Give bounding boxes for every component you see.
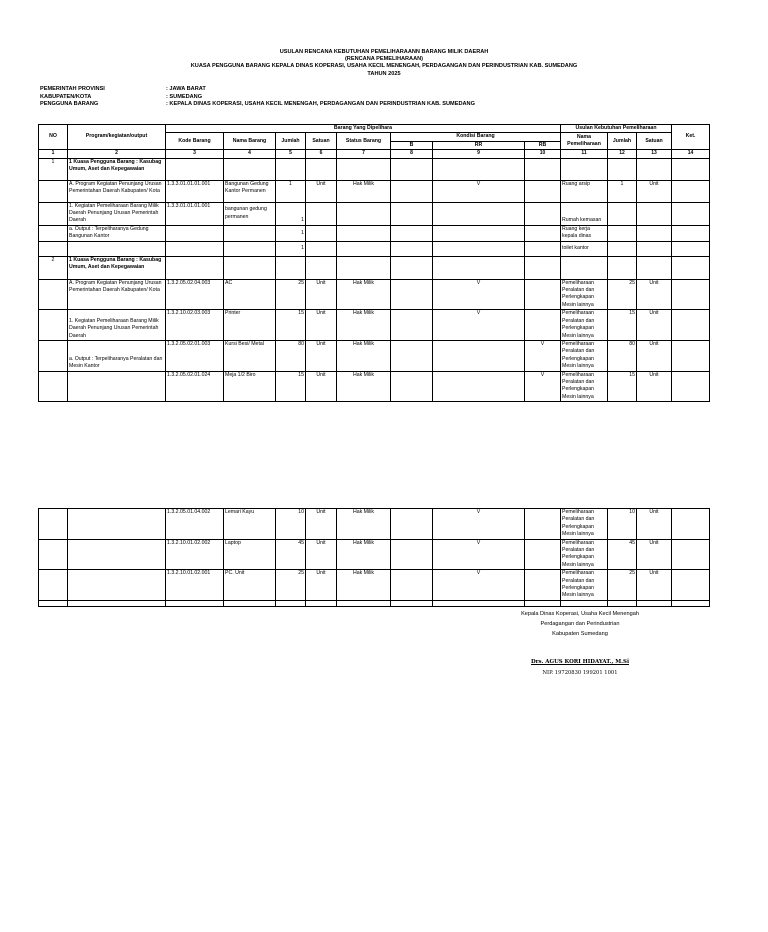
doc-subtitle: (RENCANA PEMELIHARAAN) <box>344 56 424 62</box>
cell-no: 2 <box>39 256 68 279</box>
cell-program: 1. Kegiatan Pemeliharaan Barang Milik Daerah Penunjang Urusan Pemerintah Daerah <box>68 310 166 341</box>
col-rb: RB <box>525 141 561 149</box>
cell-nama: Laptop <box>224 539 276 570</box>
cell-kode: 1.3.2.05.02.01.024 <box>166 371 224 402</box>
col-number: 13 <box>637 150 672 158</box>
cell-nama: AC <box>224 279 276 310</box>
cell-pemeliharaan: Ruang arsip <box>561 180 608 202</box>
cell-rb: V <box>525 371 561 402</box>
cell-satuan-usulan: Unit <box>637 371 672 402</box>
table-row <box>39 539 710 570</box>
table-row <box>39 310 710 341</box>
cell-satuan-usulan: Unit <box>637 539 672 570</box>
cell-kode: 1.3.3.01.01.01.001 <box>166 180 224 202</box>
col-number: 8 <box>391 150 433 158</box>
cell-rr: V <box>433 310 525 341</box>
cell-kode: 1.3.2.05.01.04.002 <box>166 509 224 540</box>
col-number: 7 <box>337 150 391 158</box>
info-value-user: : KEPALA DINAS KOPERASI, USAHA KECIL MENENGAH, PERDAGANGAN DAN PERINDUSTRIAN KAB. SUMEDANG <box>166 101 475 107</box>
cell-jumlah: 10 <box>276 509 306 540</box>
info-value-regency: : SUMEDANG <box>166 94 203 100</box>
cell-program: A. Program Kegiatan Penunjang Urusan Pemerintahan Daerah Kabupaten/ Kota <box>68 279 166 310</box>
col-kondisi: Kondisi Barang <box>391 133 561 141</box>
cell-program: a. Output : Terpeliharanya Gedung Bangunan Kantor <box>68 225 166 241</box>
col-number: 11 <box>561 150 608 158</box>
cell-nama: Lemari Kayu <box>224 509 276 540</box>
cell-program: 1 Kuasa Pengguna Barang : Kasubag Umum, Aset dan Kepegawaian <box>68 158 166 180</box>
cell-jumlah-usulan: 25 <box>608 570 637 601</box>
cell-jumlah: 45 <box>276 539 306 570</box>
col-number: 1 <box>39 150 68 158</box>
cell-status: Hak Milik <box>337 570 391 601</box>
signature-title-line3: Kabupaten Sumedang <box>552 631 608 637</box>
cell-no: 1 <box>39 158 68 180</box>
maintenance-table-continued <box>38 508 710 607</box>
cell-jumlah-usulan: 10 <box>608 509 637 540</box>
cell-rr: V <box>433 279 525 310</box>
cell-jumlah: 25 <box>276 570 306 601</box>
table-row <box>39 180 710 202</box>
info-label-province: PEMERINTAH PROVINSI <box>40 86 105 92</box>
col-number: 2 <box>68 150 166 158</box>
cell-nama: bangunan gedung permanen <box>224 202 276 225</box>
maintenance-table <box>38 124 710 402</box>
cell-jumlah: 1 <box>276 202 306 225</box>
doc-year: TAHUN 2025 <box>367 71 401 77</box>
table-row <box>39 570 710 601</box>
col-status: Status Barang <box>337 133 391 150</box>
cell-rr: V <box>433 570 525 601</box>
table-row <box>39 340 710 371</box>
col-number: 10 <box>525 150 561 158</box>
cell-nama: Meja 1/2 Biro <box>224 371 276 402</box>
cell-jumlah-usulan: 15 <box>608 371 637 402</box>
col-satuan-usulan: Satuan <box>637 133 672 150</box>
cell-program: 1. Kegiatan Pemeliharaan Barang Milik Daerah Penunjang Urusan Pemerintah Daerah <box>68 202 166 225</box>
cell-jumlah: 15 <box>276 310 306 341</box>
col-group-usulan: Usulan Kebutuhan Pemeliharaan <box>561 125 672 133</box>
table-row <box>39 509 710 540</box>
cell-jumlah: 1 <box>276 241 306 256</box>
col-number: 4 <box>224 150 276 158</box>
col-program: Program/kegiatan/output <box>68 125 166 150</box>
cell-rb: V <box>525 340 561 371</box>
cell-rr: V <box>433 180 525 202</box>
col-nama-pemeliharaan: Nama Pemeliharaan <box>561 133 608 150</box>
col-number: 5 <box>276 150 306 158</box>
cell-satuan-usulan: Unit <box>637 279 672 310</box>
col-b: B <box>391 141 433 149</box>
doc-title: USULAN RENCANA KEBUTUHAN PEMELIHARAANN BARANG MILIK DAERAH <box>279 49 489 55</box>
cell-pemeliharaan: Pemeliharaan Peralatan dan Perlengkapan Mesin lainnya <box>561 539 608 570</box>
cell-satuan-usulan: Unit <box>637 310 672 341</box>
cell-satuan-usulan: Unit <box>637 180 672 202</box>
cell-status: Hak Milik <box>337 310 391 341</box>
cell-satuan: Unit <box>306 570 337 601</box>
cell-satuan: Unit <box>306 340 337 371</box>
info-label-regency: KABUPATEN/KOTA <box>40 94 92 100</box>
cell-jumlah: 80 <box>276 340 306 371</box>
cell-satuan: Unit <box>306 509 337 540</box>
cell-satuan: Unit <box>306 539 337 570</box>
cell-pemeliharaan: Pemeliharaan Peralatan dan Perlengkapan Mesin lainnya <box>561 509 608 540</box>
cell-pemeliharaan: Pemeliharaan Peralatan dan Perlengkapan Mesin lainnya <box>561 570 608 601</box>
signatory-nip: NIP. 19720830 199201 1001 <box>542 670 618 676</box>
cell-satuan: Unit <box>306 279 337 310</box>
info-value-province: : JAWA BARAT <box>166 86 206 92</box>
table-row <box>39 600 710 606</box>
cell-kode: 1.3.2.10.01.02.002 <box>166 539 224 570</box>
cell-satuan: Unit <box>306 310 337 341</box>
cell-program: A. Program Kegiatan Penunjang Urusan Pemerintahan Daerah Kabupaten/ Kota <box>68 180 166 202</box>
cell-kode: 1.3.2.05.02.04.003 <box>166 279 224 310</box>
cell-pemeliharaan: Rumah kemasan <box>561 202 608 225</box>
table-row <box>39 158 710 180</box>
col-number: 9 <box>433 150 525 158</box>
table-row <box>39 202 710 225</box>
cell-nama: Kursi Besi/ Metal <box>224 340 276 371</box>
col-kode: Kode Barang <box>166 133 224 150</box>
signature-title-line2: Perdagangan dan Perindustrian <box>540 621 620 627</box>
cell-jumlah-usulan: 1 <box>608 180 637 202</box>
cell-program: a. Output : Terpeliharanya Peralatan dan Mesin Kantor <box>68 340 166 371</box>
table-row <box>39 371 710 402</box>
cell-jumlah-usulan: 45 <box>608 539 637 570</box>
cell-status: Hak Milik <box>337 279 391 310</box>
col-group-barang: Barang Yang Dipelihara <box>166 125 561 133</box>
col-number: 6 <box>306 150 337 158</box>
cell-satuan-usulan: Unit <box>637 570 672 601</box>
cell-pemeliharaan: Ruang kerja kepala dinas <box>561 225 608 241</box>
cell-status: Hak Milik <box>337 509 391 540</box>
cell-pemeliharaan: Pemeliharaan Peralatan dan Perlengkapan Mesin lainnya <box>561 340 608 371</box>
col-nama: Nama Barang <box>224 133 276 150</box>
cell-jumlah: 25 <box>276 279 306 310</box>
cell-satuan-usulan: Unit <box>637 509 672 540</box>
cell-nama: Bangunan Gedung Kantor Permanen <box>224 180 276 202</box>
cell-jumlah-usulan: 25 <box>608 279 637 310</box>
table-row <box>39 256 710 279</box>
col-jumlah-usulan: Jumlah <box>608 133 637 150</box>
cell-kode: 1.3.3.01.01.01.001 <box>166 202 224 225</box>
col-number: 14 <box>672 150 710 158</box>
cell-nama: PC. Unit <box>224 570 276 601</box>
cell-pemeliharaan: Pemeliharaan Peralatan dan Perlengkapan Mesin lainnya <box>561 279 608 310</box>
cell-nama: Printer <box>224 310 276 341</box>
cell-status: Hak Milik <box>337 371 391 402</box>
cell-rr: V <box>433 509 525 540</box>
cell-pemeliharaan: toilet kantor <box>561 241 608 256</box>
col-satuan: Satuan <box>306 133 337 150</box>
cell-status: Hak Milik <box>337 340 391 371</box>
col-rr: RR <box>433 141 525 149</box>
cell-kode: 1.3.2.10.01.02.001 <box>166 570 224 601</box>
table-row <box>39 225 710 241</box>
cell-jumlah: 15 <box>276 371 306 402</box>
cell-pemeliharaan: Pemeliharaan Peralatan dan Perlengkapan Mesin lainnya <box>561 310 608 341</box>
cell-jumlah: 1 <box>276 180 306 202</box>
doc-agency: KUASA PENGGUNA BARANG KEPALA DINAS KOPERASI, USAHA KECIL MENENGAH, PERDAGANGAN DAN PERINDUSTRIAN KAB. SUMEDANG <box>190 63 578 69</box>
cell-rr: V <box>433 539 525 570</box>
cell-status: Hak Milik <box>337 539 391 570</box>
cell-jumlah-usulan: 80 <box>608 340 637 371</box>
cell-satuan-usulan: Unit <box>637 340 672 371</box>
cell-kode: 1.3.2.05.02.01.003 <box>166 340 224 371</box>
cell-jumlah-usulan: 15 <box>608 310 637 341</box>
cell-satuan: Unit <box>306 371 337 402</box>
cell-status: Hak Milik <box>337 180 391 202</box>
cell-jumlah: 1 <box>276 225 306 241</box>
table-row <box>39 279 710 310</box>
signatory-name: Drs. AGUS KORI HIDAYAT., M.Si <box>531 659 629 665</box>
info-label-user: PENGGUNA BARANG <box>40 101 99 107</box>
col-number: 12 <box>608 150 637 158</box>
col-ket: Ket. <box>672 125 710 150</box>
col-jumlah: Jumlah <box>276 133 306 150</box>
cell-program: 1 Kuasa Pengguna Barang : Kasubag Umum, Aset dan Kepegawaian <box>68 256 166 279</box>
col-no: NO <box>39 125 68 150</box>
cell-pemeliharaan: Pemeliharaan Peralatan dan Perlengkapan Mesin lainnya <box>561 371 608 402</box>
col-number: 3 <box>166 150 224 158</box>
signature-title-line1: Kepala Dinas Koperasi, Usaha Kecil Menengah <box>521 611 639 617</box>
cell-kode: 1.3.2.10.02.03.003 <box>166 310 224 341</box>
table-row <box>39 241 710 256</box>
cell-satuan: Unit <box>306 180 337 202</box>
